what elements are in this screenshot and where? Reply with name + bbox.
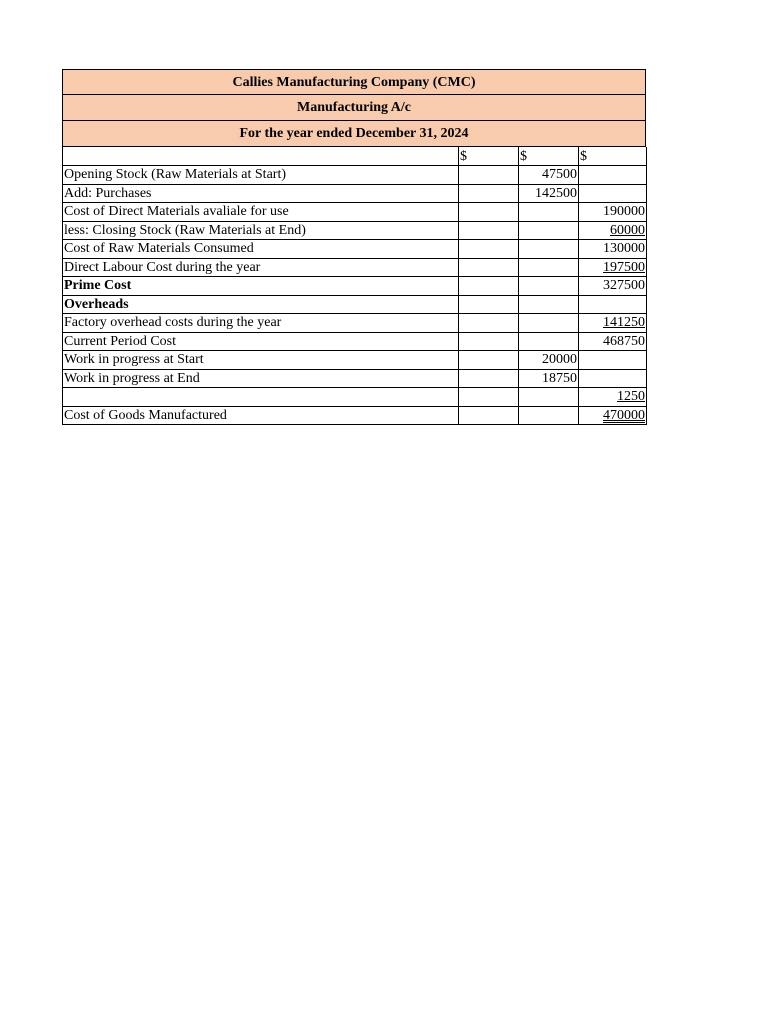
- row-label: Overheads: [63, 295, 459, 314]
- amount-value: 470000: [603, 407, 645, 423]
- row-amount-col3: [579, 258, 647, 277]
- row-amount-col3: [579, 406, 647, 425]
- row-label: Work in progress at Start: [63, 351, 459, 370]
- row-amount-col2: 142500: [519, 184, 579, 203]
- table-row: [63, 221, 647, 240]
- row-amount-col1: [459, 277, 519, 296]
- row-amount-col3: [579, 295, 647, 314]
- row-amount-col1: [459, 295, 519, 314]
- row-amount-col3: [579, 388, 647, 407]
- period-title: For the year ended December 31, 2024: [62, 121, 646, 147]
- row-label: Cost of Direct Materials avaliale for use: [63, 203, 459, 222]
- row-amount-col1: [459, 184, 519, 203]
- row-label: less: Closing Stock (Raw Materials at End): [63, 221, 459, 240]
- row-amount-col1: [459, 388, 519, 407]
- table-row: [63, 369, 647, 388]
- table-row: [63, 406, 647, 425]
- table-row: [63, 277, 647, 296]
- row-amount-col1: [459, 332, 519, 351]
- table-row: [63, 166, 647, 185]
- row-amount-col1: [459, 406, 519, 425]
- row-label: Current Period Cost: [63, 332, 459, 351]
- row-amount-col1: [459, 351, 519, 370]
- table-row: [63, 388, 647, 407]
- row-label: Opening Stock (Raw Materials at Start): [63, 166, 459, 185]
- row-amount-col3: 327500: [579, 277, 647, 296]
- account-title: Manufacturing A/c: [62, 95, 646, 121]
- row-amount-col3: [579, 184, 647, 203]
- currency-cell-1: $: [459, 147, 519, 166]
- row-label: Cost of Goods Manufactured: [63, 406, 459, 425]
- row-amount-col1: [459, 166, 519, 185]
- currency-cell-3: $: [579, 147, 647, 166]
- row-amount-col3: 130000: [579, 240, 647, 259]
- row-amount-col2: [519, 314, 579, 333]
- table-row: [63, 351, 647, 370]
- row-amount-col2: [519, 406, 579, 425]
- manufacturing-account-sheet: [62, 69, 646, 425]
- row-amount-col2: [519, 277, 579, 296]
- amount-value: 197500: [603, 259, 645, 275]
- account-table: [62, 147, 647, 425]
- amount-value: 141250: [603, 315, 645, 331]
- row-amount-col3: [579, 369, 647, 388]
- row-label: Add: Purchases: [63, 184, 459, 203]
- amount-value: 1250: [617, 389, 645, 405]
- table-row: [63, 203, 647, 222]
- row-amount-col2: 47500: [519, 166, 579, 185]
- table-row: [63, 314, 647, 333]
- table-row: [63, 332, 647, 351]
- currency-cell-label: [63, 147, 459, 166]
- row-amount-col2: [519, 240, 579, 259]
- row-label: Direct Labour Cost during the year: [63, 258, 459, 277]
- row-amount-col1: [459, 240, 519, 259]
- row-amount-col1: [459, 258, 519, 277]
- row-amount-col3: 468750: [579, 332, 647, 351]
- row-amount-col3: [579, 314, 647, 333]
- row-label: [63, 388, 459, 407]
- currency-row: [63, 147, 647, 166]
- currency-cell-2: $: [519, 147, 579, 166]
- row-amount-col2: 18750: [519, 369, 579, 388]
- row-label: Cost of Raw Materials Consumed: [63, 240, 459, 259]
- table-row: [63, 240, 647, 259]
- row-amount-col3: [579, 351, 647, 370]
- row-amount-col1: [459, 221, 519, 240]
- company-title: Callies Manufacturing Company (CMC): [62, 69, 646, 95]
- row-label: Work in progress at End: [63, 369, 459, 388]
- row-amount-col2: [519, 388, 579, 407]
- row-amount-col1: [459, 369, 519, 388]
- row-amount-col1: [459, 203, 519, 222]
- amount-value: 60000: [610, 222, 645, 238]
- row-label: Factory overhead costs during the year: [63, 314, 459, 333]
- row-amount-col3: [579, 166, 647, 185]
- table-row: [63, 295, 647, 314]
- row-amount-col3: 190000: [579, 203, 647, 222]
- row-amount-col2: 20000: [519, 351, 579, 370]
- row-amount-col2: [519, 332, 579, 351]
- row-amount-col3: [579, 221, 647, 240]
- row-amount-col2: [519, 221, 579, 240]
- row-label: Prime Cost: [63, 277, 459, 296]
- table-row: [63, 258, 647, 277]
- row-amount-col2: [519, 203, 579, 222]
- row-amount-col2: [519, 258, 579, 277]
- row-amount-col2: [519, 295, 579, 314]
- table-row: [63, 184, 647, 203]
- row-amount-col1: [459, 314, 519, 333]
